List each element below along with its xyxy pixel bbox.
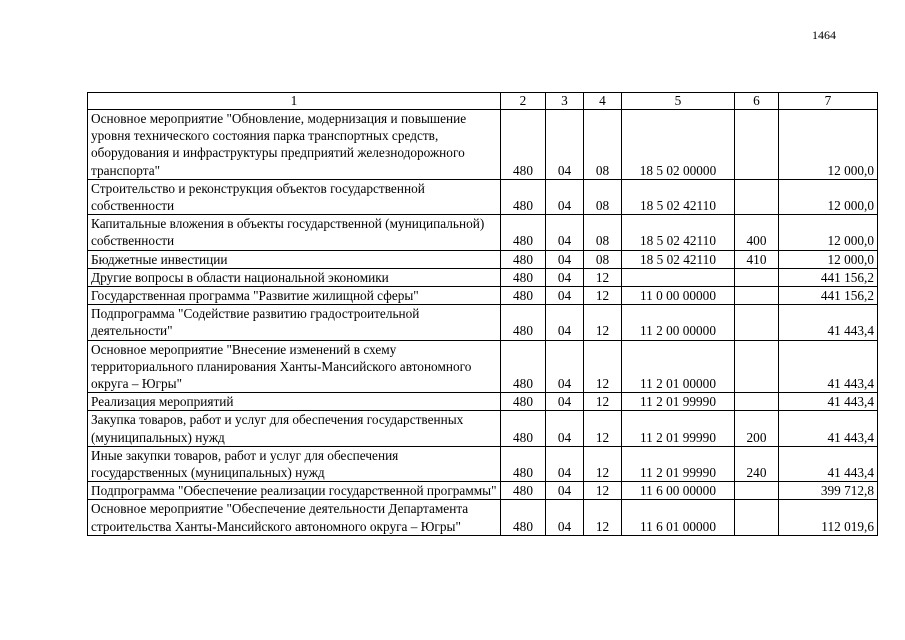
row-code-ministry: 480 (501, 179, 546, 214)
row-code-ministry: 480 (501, 393, 546, 411)
row-name: Бюджетные инвестиции (88, 250, 501, 268)
page-number: 1464 (812, 28, 836, 42)
row-subsection: 08 (584, 110, 622, 180)
table-row (88, 268, 878, 286)
row-target-code (622, 268, 735, 286)
row-code-ministry: 480 (501, 305, 546, 340)
row-section: 04 (546, 446, 584, 481)
row-expense-type (735, 179, 779, 214)
header-row (88, 93, 878, 110)
row-name: Основное мероприятие "Обновление, модернизация и повышение уровня технического состояния парка транспортных средств, оборудования и инфраструктуры предприятий железнодорожного транспорта" (88, 110, 501, 180)
budget-table (87, 92, 878, 536)
row-code-ministry: 480 (501, 110, 546, 180)
row-code-ministry: 480 (501, 268, 546, 286)
row-amount: 112 019,6 (779, 500, 878, 535)
row-name: Реализация мероприятий (88, 393, 501, 411)
row-section: 04 (546, 340, 584, 393)
row-section: 04 (546, 287, 584, 305)
header-cell: 7 (779, 93, 878, 110)
row-subsection: 12 (584, 340, 622, 393)
row-name: Другие вопросы в области национальной экономики (88, 268, 501, 286)
table-row (88, 500, 878, 535)
row-amount: 12 000,0 (779, 110, 878, 180)
row-amount: 41 443,4 (779, 411, 878, 446)
row-name: Подпрограмма "Обеспечение реализации государственной программы" (88, 482, 501, 500)
row-subsection: 12 (584, 268, 622, 286)
row-amount: 12 000,0 (779, 179, 878, 214)
row-section: 04 (546, 215, 584, 250)
row-target-code: 11 2 01 00000 (622, 340, 735, 393)
row-target-code: 11 0 00 00000 (622, 287, 735, 305)
table-row (88, 287, 878, 305)
row-code-ministry: 480 (501, 287, 546, 305)
table-row (88, 305, 878, 340)
row-expense-type (735, 305, 779, 340)
row-target-code: 18 5 02 42110 (622, 179, 735, 214)
row-section: 04 (546, 250, 584, 268)
row-code-ministry: 480 (501, 250, 546, 268)
table-row (88, 411, 878, 446)
row-expense-type: 240 (735, 446, 779, 481)
row-amount: 41 443,4 (779, 305, 878, 340)
row-subsection: 12 (584, 287, 622, 305)
row-section: 04 (546, 482, 584, 500)
row-expense-type (735, 340, 779, 393)
row-section: 04 (546, 411, 584, 446)
row-subsection: 12 (584, 482, 622, 500)
row-expense-type (735, 287, 779, 305)
header-cell: 4 (584, 93, 622, 110)
header-cell: 1 (88, 93, 501, 110)
row-name: Основное мероприятие "Обеспечение деятельности Департамента строительства Ханты-Мансийского автономного округа – Югры" (88, 500, 501, 535)
row-expense-type (735, 500, 779, 535)
table-row (88, 179, 878, 214)
row-subsection: 08 (584, 215, 622, 250)
header-cell: 6 (735, 93, 779, 110)
row-code-ministry: 480 (501, 340, 546, 393)
row-subsection: 12 (584, 500, 622, 535)
table-row (88, 110, 878, 180)
row-amount: 12 000,0 (779, 215, 878, 250)
row-code-ministry: 480 (501, 482, 546, 500)
row-expense-type (735, 268, 779, 286)
row-expense-type (735, 393, 779, 411)
row-name: Закупка товаров, работ и услуг для обеспечения государственных (муниципальных) нужд (88, 411, 501, 446)
row-subsection: 08 (584, 250, 622, 268)
row-name: Государственная программа "Развитие жилищной сферы" (88, 287, 501, 305)
row-target-code: 11 2 01 99990 (622, 446, 735, 481)
row-code-ministry: 480 (501, 215, 546, 250)
row-name: Основное мероприятие "Внесение изменений в схему территориального планирования Ханты-Мансийского автономного округа – Югры" (88, 340, 501, 393)
row-name: Строительство и реконструкция объектов государственной собственности (88, 179, 501, 214)
row-target-code: 11 2 01 99990 (622, 411, 735, 446)
table-row (88, 482, 878, 500)
row-section: 04 (546, 500, 584, 535)
row-section: 04 (546, 110, 584, 180)
row-expense-type: 400 (735, 215, 779, 250)
row-section: 04 (546, 179, 584, 214)
row-expense-type (735, 482, 779, 500)
row-amount: 41 443,4 (779, 340, 878, 393)
row-expense-type: 410 (735, 250, 779, 268)
row-amount: 12 000,0 (779, 250, 878, 268)
row-code-ministry: 480 (501, 411, 546, 446)
row-name: Иные закупки товаров, работ и услуг для обеспечения государственных (муниципальных) нужд (88, 446, 501, 481)
row-subsection: 12 (584, 446, 622, 481)
header-cell: 5 (622, 93, 735, 110)
row-target-code: 18 5 02 42110 (622, 250, 735, 268)
row-amount: 41 443,4 (779, 446, 878, 481)
row-subsection: 08 (584, 179, 622, 214)
row-code-ministry: 480 (501, 446, 546, 481)
row-target-code: 18 5 02 42110 (622, 215, 735, 250)
row-amount: 41 443,4 (779, 393, 878, 411)
row-target-code: 11 6 00 00000 (622, 482, 735, 500)
row-target-code: 11 2 01 99990 (622, 393, 735, 411)
table-row (88, 215, 878, 250)
row-subsection: 12 (584, 305, 622, 340)
row-amount: 399 712,8 (779, 482, 878, 500)
row-target-code: 11 2 00 00000 (622, 305, 735, 340)
header-cell: 2 (501, 93, 546, 110)
row-section: 04 (546, 393, 584, 411)
row-name: Капитальные вложения в объекты государственной (муниципальной) собственности (88, 215, 501, 250)
row-section: 04 (546, 268, 584, 286)
row-target-code: 18 5 02 00000 (622, 110, 735, 180)
header-cell: 3 (546, 93, 584, 110)
row-subsection: 12 (584, 411, 622, 446)
table-row (88, 393, 878, 411)
table-row (88, 250, 878, 268)
table-row (88, 446, 878, 481)
row-expense-type: 200 (735, 411, 779, 446)
row-subsection: 12 (584, 393, 622, 411)
row-name: Подпрограмма "Содействие развитию градостроительной деятельности" (88, 305, 501, 340)
row-code-ministry: 480 (501, 500, 546, 535)
row-target-code: 11 6 01 00000 (622, 500, 735, 535)
table-row (88, 340, 878, 393)
row-amount: 441 156,2 (779, 287, 878, 305)
row-expense-type (735, 110, 779, 180)
row-amount: 441 156,2 (779, 268, 878, 286)
row-section: 04 (546, 305, 584, 340)
